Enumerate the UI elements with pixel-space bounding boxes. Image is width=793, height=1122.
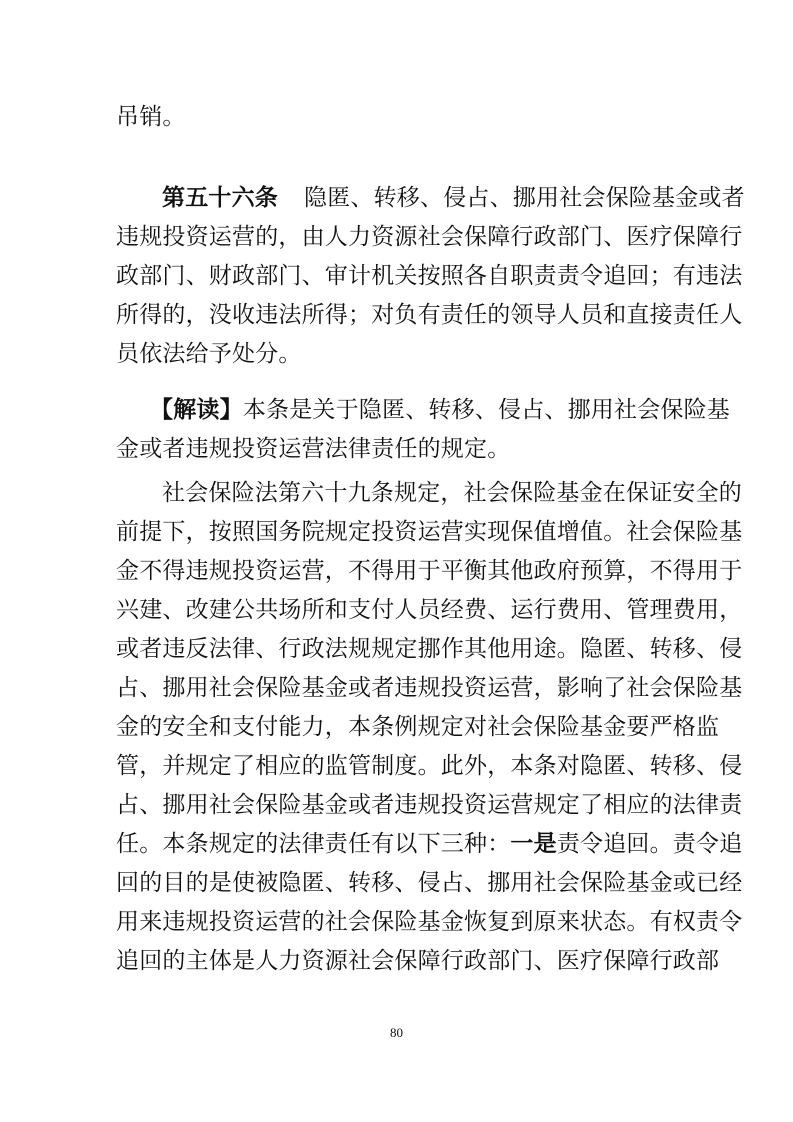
text-line: 用来违规投资运营的社会保险基金恢复到原来状态。有权责令 bbox=[116, 909, 743, 935]
text-line: 金不得违规投资运营，不得用于平衡其他政府预算，不得用于 bbox=[116, 558, 743, 584]
text-segment: 任。本条规定的法律责任有以下三种： bbox=[116, 831, 511, 857]
text-line: 所得的，没收违法所得；对负有责任的领导人员和直接责任人 bbox=[116, 302, 743, 328]
text-line: 社会保险法第六十九条规定，社会保险基金在保证安全的 bbox=[162, 480, 742, 506]
page-number: 80 bbox=[390, 1025, 403, 1040]
text-line: 追回的主体是人力资源社会保障行政部门、医疗保障行政部 bbox=[116, 948, 720, 974]
text-line bbox=[150, 393, 730, 427]
text-line bbox=[116, 827, 742, 861]
interpretation-label: 【解读】 bbox=[150, 396, 243, 423]
emphasis-first: 一是 bbox=[510, 830, 557, 857]
text-line: 违规投资运营的，由人力资源社会保障行政部门、医疗保障行 bbox=[116, 224, 743, 250]
text-line: 兴建、改建公共场所和支付人员经费、运行费用、管理费用， bbox=[116, 597, 743, 623]
text-line bbox=[162, 181, 745, 215]
article-label: 第五十六条 bbox=[162, 184, 278, 211]
text-line: 政部门、财政部门、审计机关按照各自职责责令追回；有违法 bbox=[116, 263, 743, 289]
text-line: 前提下，按照国务院规定投资运营实现保值增值。社会保险基 bbox=[116, 519, 743, 545]
text-line: 金的安全和支付能力，本条例规定对社会保险基金要严格监 bbox=[116, 714, 720, 740]
text-line: 回的目的是使被隐匿、转移、侵占、挪用社会保险基金或已经 bbox=[116, 870, 743, 896]
article-text: 隐匿、转移、侵占、挪用社会保险基金或者 bbox=[304, 185, 745, 211]
text-segment: 责令追回。责令追 bbox=[556, 831, 743, 857]
text-line: 占、挪用社会保险基金或者违规投资运营，影响了社会保险基 bbox=[116, 675, 743, 701]
text-line: 员依法给予处分。 bbox=[116, 341, 302, 367]
text-line: 管，并规定了相应的监管制度。此外，本条对隐匿、转移、侵 bbox=[116, 753, 743, 779]
interpretation-text: 本条是关于隐匿、转移、侵占、挪用社会保险基 bbox=[242, 397, 731, 423]
text-line: 占、挪用社会保险基金或者违规投资运营规定了相应的法律责 bbox=[116, 792, 743, 818]
text-line: 金或者违规投资运营法律责任的规定。 bbox=[116, 436, 511, 462]
text-line: 吊销。 bbox=[116, 104, 186, 130]
text-line: 或者违反法律、行政法规规定挪作其他用途。隐匿、转移、侵 bbox=[116, 636, 743, 662]
